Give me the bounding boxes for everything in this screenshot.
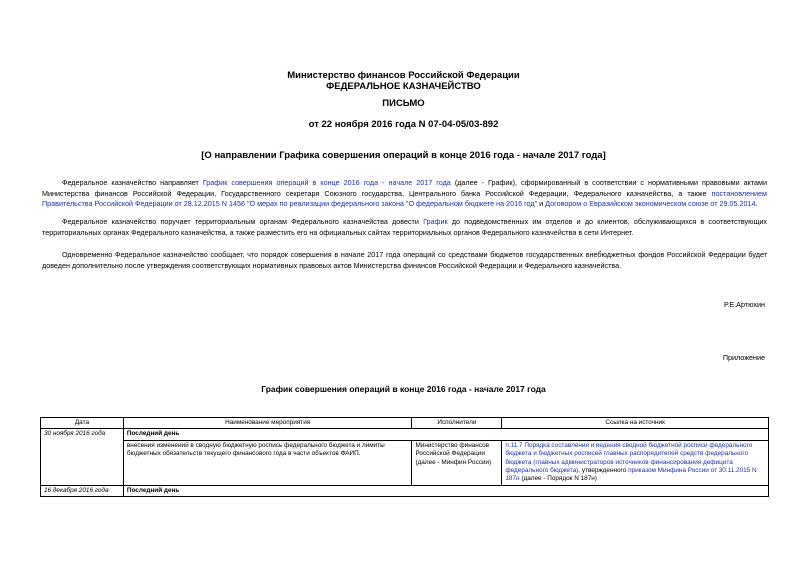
order-187n-link[interactable]: приказом Минфина России от 30.11.2015 N 187н	[505, 467, 757, 483]
document-subject: [О направлении Графика совершения операций в конце 2016 года - начале 2017 года]	[201, 150, 606, 161]
table-header-row	[41, 418, 769, 429]
schedule-title: График совершения операций в конце 2016 года - начале 2017 года	[261, 384, 546, 394]
text-span: , утвержденного	[578, 467, 629, 475]
schedule-link-2[interactable]: График	[423, 217, 448, 226]
column-header-source: Ссылка на источник	[502, 418, 769, 429]
table-row	[41, 429, 769, 440]
date-cell: 16 декабря 2016 года	[41, 485, 124, 496]
section-heading-cell: Последний день	[123, 485, 768, 496]
table-row	[41, 485, 769, 496]
text-span: до подведомственных им отделов и до клиентов, обслуживающихся в соответствующих территориальных органах Федерального казначейства, а также разместить его на официальных сайтах территориальных органов Федерального казначейства в сети Интернет.	[42, 217, 767, 237]
text-span: и	[537, 199, 546, 208]
column-header-executors: Исполнители	[412, 418, 502, 429]
document-type: ПИСЬМО	[382, 98, 425, 109]
text-span: Федеральное казначейство направляет	[62, 178, 203, 187]
source-cell	[502, 440, 769, 485]
date-cell: 30 ноября 2016 года	[41, 429, 124, 485]
signature: Р.Е.Артюхин	[723, 300, 765, 309]
paragraph-2	[42, 217, 767, 238]
treasury-heading: ФЕДЕРАЛЬНОЕ КАЗНАЧЕЙСТВО	[326, 81, 481, 92]
paragraph-3: Одновременно Федеральное казначейство сообщает, что порядок совершения в начале 2017 года операций со средствами бюджетов государственных внебюджетных фондов Российской Федерации будет доведен дополнительно после утверждения соответствующих нормативных правовых актов Министерства финансов Российской Федерации и Федерального казначейства.	[42, 250, 767, 270]
eaeu-treaty-link[interactable]: Договором о Евразийском экономическом союзе от 29.05.2014	[545, 199, 756, 208]
executor-cell: Министерство финансов Российской Федерации (далее - Минфин России)	[412, 440, 502, 485]
paragraph-1	[42, 178, 767, 210]
section-heading-cell: Последний день	[123, 429, 768, 440]
activity-cell: внесения изменений в сводную бюджетную роспись федерального бюджета и лимиты бюджетных обязательств текущего финансового года в части объектов ФАИП.	[123, 440, 412, 485]
text-span: (далее - График), сформированный в соответствии с нормативными правовыми актами Министерства финансов Российской Федерации, Государственного секретаря Союзного государства, Центрального банка Российской Федерации, Федерального казначейства, а также	[42, 178, 767, 198]
government-decree-link[interactable]: постановлением Правительства Российской Федерации от 28.12.2015 N 1456 "О мерах по реализации федерального закона "О федеральном бюджете на 2016 год"	[42, 188, 767, 208]
table-row	[41, 440, 769, 485]
text-span: (далее - Порядок N 187н)	[519, 475, 597, 483]
text-span: .	[755, 199, 758, 208]
text-span: Федеральное казначейство поручает территориальным органам Федерального казначейства довести	[62, 217, 424, 226]
document-date: от 22 ноября 2016 года N 07-04-05/03-892	[308, 119, 499, 130]
schedule-table	[40, 417, 769, 497]
column-header-date: Дата	[41, 418, 124, 429]
column-header-activity: Наименование мероприятия	[123, 418, 412, 429]
appendix-label: Приложение	[722, 353, 765, 362]
ministry-heading: Министерство финансов Российской Федерации	[287, 70, 520, 81]
schedule-link[interactable]: График совершения операций в конце 2016 года - начале 2017 года	[202, 178, 451, 187]
procedure-link[interactable]: п.11.7 Порядка составления и ведения сводной бюджетной росписи федерального бюджета и бюджетных росписей главных распорядителей средств федерального бюджета (главных администраторов источников финансирования дефицита федерального бюджета)	[505, 441, 753, 475]
